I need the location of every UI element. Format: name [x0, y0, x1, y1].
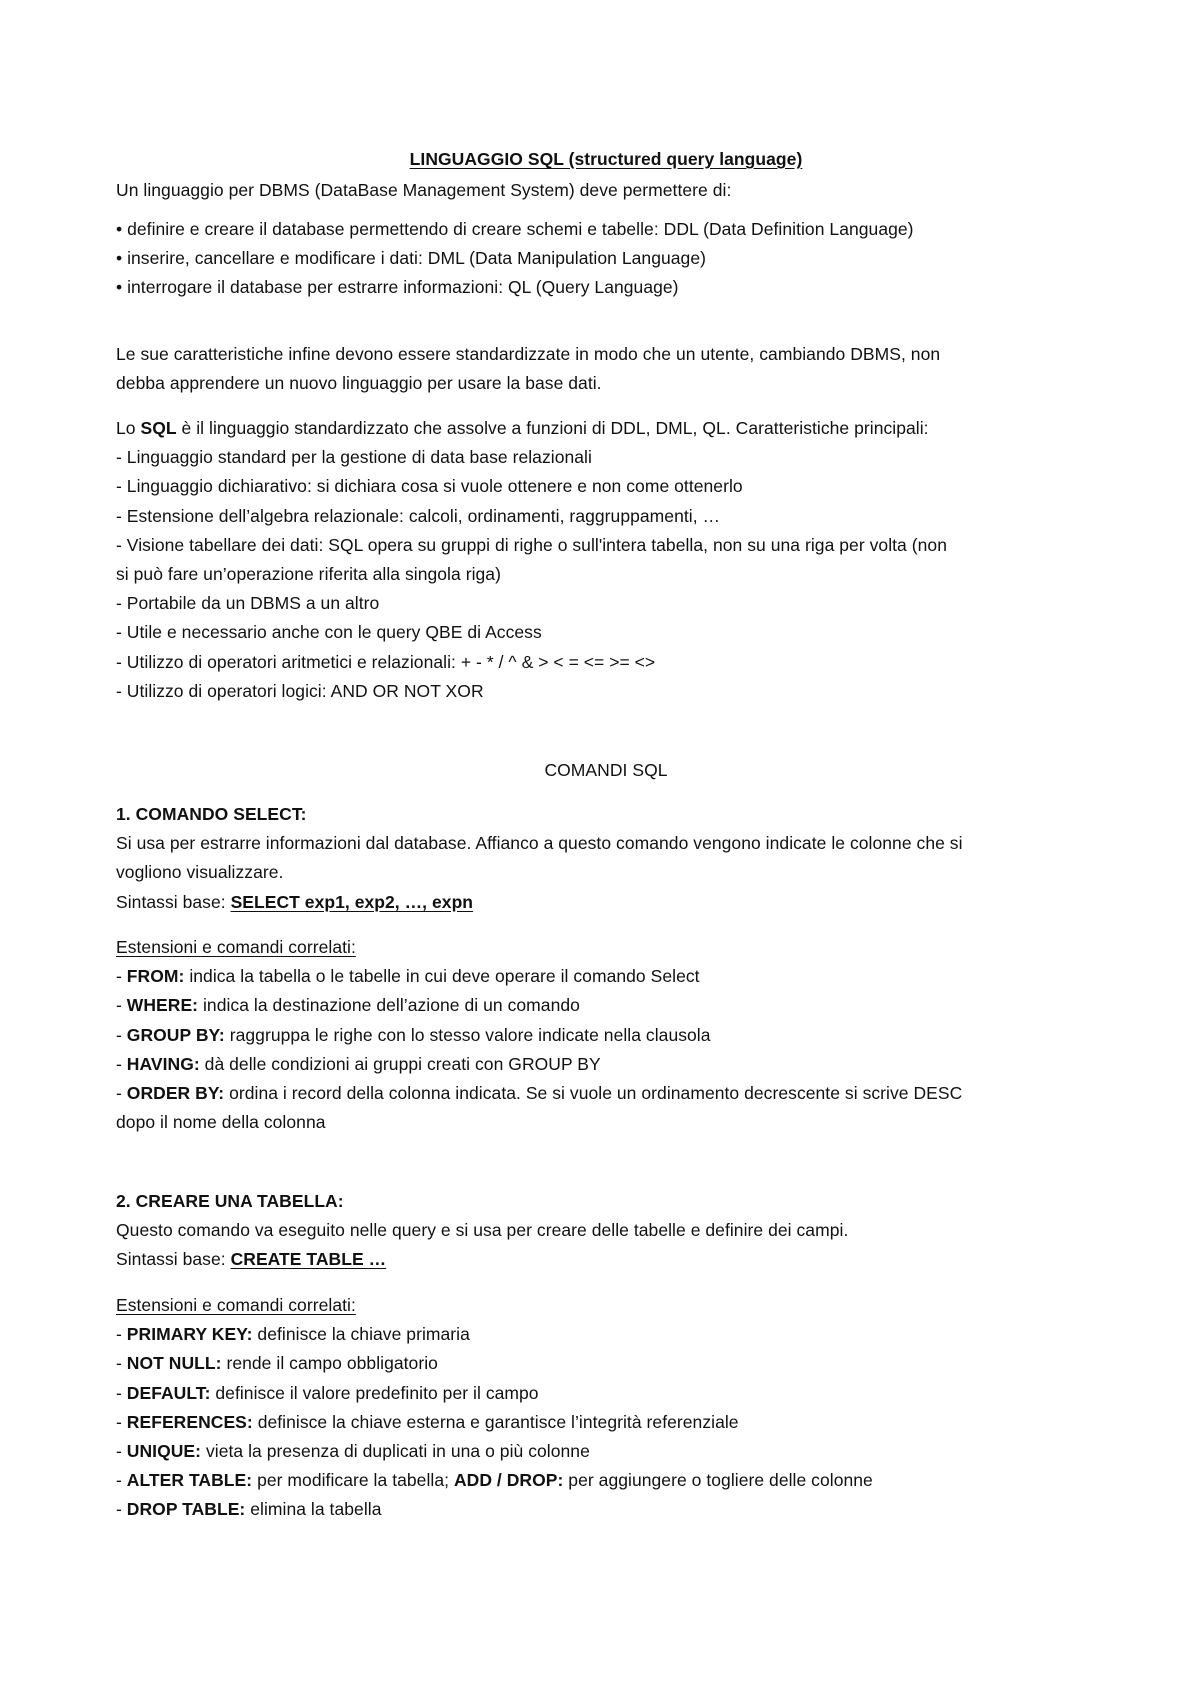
select-extensions: [116, 933, 1096, 1137]
create-heading: 2. CREARE UNA TABELLA:: [116, 1191, 344, 1211]
create-syntax: [116, 1245, 1096, 1274]
list-item: • definire e creare il database permettendo di creare schemi e tabelle: DDL (Data Definition Language): [116, 219, 914, 239]
list-item: - UNIQUE: vieta la presenza di duplicati in una o più colonne: [116, 1441, 590, 1462]
item-text: ordina i record della colonna indicata. Se si vuole un ordinamento decrescente si scrive DESC: [224, 1083, 963, 1104]
select-syntax: [116, 888, 1096, 917]
select-desc-line: vogliono visualizzare.: [116, 862, 284, 883]
standard-paragraph: [116, 340, 1096, 398]
item-key: ORDER BY:: [126, 1083, 225, 1104]
list-item: si può fare un’operazione riferita alla singola riga): [116, 564, 501, 585]
item-key: DEFAULT:: [126, 1382, 211, 1403]
list-item: - Linguaggio dichiarativo: si dichiara cosa si vuole ottenere e non come ottenerlo: [116, 476, 743, 497]
item-text: definisce il valore predefinito per il campo: [210, 1382, 539, 1403]
list-item: - Linguaggio standard per la gestione di data base relazionali: [116, 447, 592, 468]
paragraph-line: Le sue caratteristiche infine devono essere standardizzate in modo che un utente, cambiando DBMS, non: [116, 344, 941, 364]
item-key: NOT NULL:: [126, 1353, 222, 1374]
paragraph-line: debba apprendere un nuovo linguaggio per usare la base dati.: [116, 373, 602, 394]
list-item: - NOT NULL: rende il campo obbligatorio: [116, 1353, 438, 1374]
item-text: vieta la presenza di duplicati in una o più colonne: [201, 1441, 590, 1462]
select-heading: 1. COMANDO SELECT:: [116, 804, 307, 824]
list-item: - REFERENCES: definisce la chiave esterna e garantisce l’integrità referenziale: [116, 1411, 739, 1432]
item-text: dà delle condizioni ai gruppi creati con GROUP BY: [199, 1053, 601, 1074]
list-item: - DEFAULT: definisce il valore predefinito per il campo: [116, 1382, 539, 1403]
list-item: - FROM: indica la tabella o le tabelle in cui deve operare il comando Select: [116, 966, 700, 987]
item-text: per aggiungere o togliere delle colonne: [563, 1470, 873, 1491]
item-key: PRIMARY KEY:: [126, 1324, 253, 1345]
item-key: ADD / DROP:: [453, 1470, 564, 1491]
sql-features: [116, 414, 1096, 706]
intro-paragraph: [116, 176, 1096, 205]
item-key: REFERENCES:: [126, 1411, 253, 1432]
item-key: GROUP BY:: [126, 1024, 225, 1045]
item-text: per modificare la tabella;: [252, 1470, 454, 1491]
sql-intro-pre: Lo: [116, 418, 141, 438]
extensions-title: Estensioni e comandi correlati:: [116, 1295, 356, 1315]
item-text: raggruppa le righe con lo stesso valore indicate nella clausola: [224, 1024, 711, 1045]
syntax-value: SELECT exp1, exp2, …, expn: [230, 891, 474, 912]
item-text: definisce la chiave esterna e garantisce l’integrità referenziale: [252, 1411, 739, 1432]
item-text: elimina la tabella: [245, 1499, 382, 1520]
list-item: - DROP TABLE: elimina la tabella: [116, 1499, 382, 1520]
bullet-list: [116, 215, 1096, 303]
list-item: - GROUP BY: raggruppa le righe con lo stesso valore indicate nella clausola: [116, 1024, 711, 1045]
commands-title-wrap: [116, 756, 1096, 785]
list-item: - ORDER BY: ordina i record della colonna indicata. Se si vuole un ordinamento decrescente si scrive DESC: [116, 1083, 963, 1104]
list-item: • inserire, cancellare e modificare i dati: DML (Data Manipulation Language): [116, 248, 706, 269]
item-key: FROM:: [126, 966, 185, 987]
document-title: LINGUAGGIO SQL (structured query language): [409, 149, 803, 169]
item-text: definisce la chiave primaria: [252, 1324, 470, 1345]
syntax-label: Sintassi base:: [116, 1249, 231, 1270]
item-text: indica la destinazione dell’azione di un comando: [198, 995, 580, 1016]
list-item: - Utilizzo di operatori logici: AND OR NOT XOR: [116, 680, 484, 701]
sql-intro-bold: SQL: [140, 418, 177, 438]
list-item: - ALTER TABLE: per modificare la tabella; ADD / DROP: per aggiungere o togliere delle colonne: [116, 1470, 873, 1491]
item-text: rende il campo obbligatorio: [221, 1353, 438, 1374]
select-desc-line: Si usa per estrarre informazioni dal database. Affianco a questo comando vengono indicate le colonne che si: [116, 833, 963, 854]
item-key: HAVING:: [126, 1053, 200, 1074]
sql-intro-post: è il linguaggio standardizzato che assolve a funzioni di DDL, DML, QL. Caratteristiche principali:: [176, 418, 929, 438]
create-section: [116, 1187, 1096, 1275]
list-item-continuation: dopo il nome della colonna: [116, 1112, 326, 1133]
item-key: DROP TABLE:: [126, 1499, 246, 1520]
create-extensions: [116, 1291, 1096, 1525]
item-text: indica la tabella o le tabelle in cui deve operare il comando Select: [184, 966, 700, 987]
commands-title: COMANDI SQL: [544, 760, 668, 780]
list-item: - Utile e necessario anche con le query QBE di Access: [116, 622, 542, 643]
extensions-title: Estensioni e comandi correlati:: [116, 937, 356, 957]
list-item: - Estensione dell’algebra relazionale: calcoli, ordinamenti, raggruppamenti, …: [116, 505, 721, 526]
list-item: - Utilizzo di operatori aritmetici e relazionali: + - * / ^ & > < = <= >= <>: [116, 651, 656, 672]
list-item: - Visione tabellare dei dati: SQL opera su gruppi di righe o sull'intera tabella, non su una riga per volta (non: [116, 534, 947, 555]
item-key: UNIQUE:: [126, 1441, 202, 1462]
sql-intro-line: [116, 414, 1096, 443]
list-item: - HAVING: dà delle condizioni ai gruppi creati con GROUP BY: [116, 1053, 601, 1074]
list-item: • interrogare il database per estrarre informazioni: QL (Query Language): [116, 277, 679, 298]
create-desc: Questo comando va eseguito nelle query e si usa per creare delle tabelle e definire dei campi.: [116, 1220, 849, 1241]
item-key: ALTER TABLE:: [126, 1470, 253, 1491]
list-item: - Portabile da un DBMS a un altro: [116, 593, 380, 614]
intro-text: Un linguaggio per DBMS (DataBase Management System) deve permettere di:: [116, 180, 732, 200]
syntax-label: Sintassi base:: [116, 891, 231, 912]
item-key: WHERE:: [126, 995, 199, 1016]
list-item: - PRIMARY KEY: definisce la chiave primaria: [116, 1324, 470, 1345]
select-section: [116, 800, 1096, 917]
syntax-value: CREATE TABLE …: [230, 1249, 387, 1270]
list-item: - WHERE: indica la destinazione dell’azione di un comando: [116, 995, 580, 1016]
